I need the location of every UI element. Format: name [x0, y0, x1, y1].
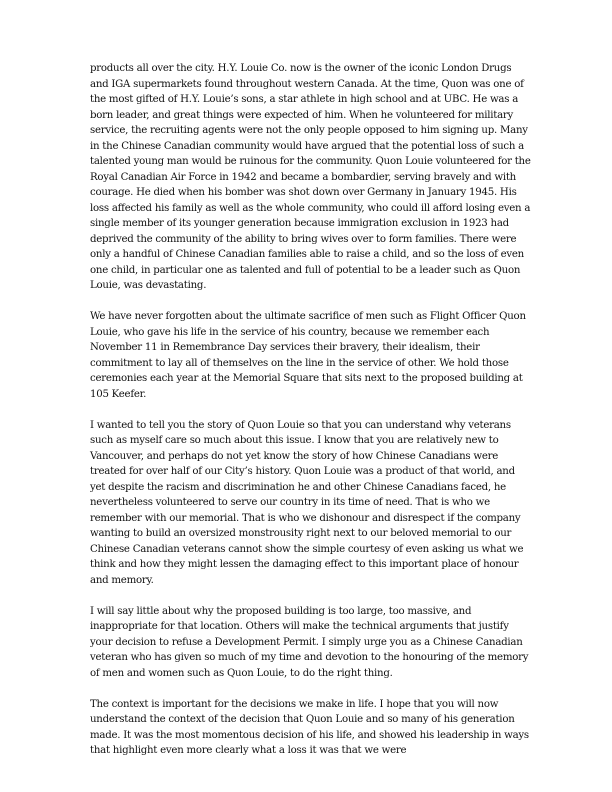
paragraph-why-veterans-care: I wanted to tell you the story of Quon Louie so that you can understand why veterans such as myself care so much about this issue. I know that you are relatively new to Vancouver, and perhaps do not yet know the story of how Chinese Canadians were treated for over half of our City’s history. Quon Louie was a product of that world, and yet despite the racism and discrimination he and other Chinese Canadians faced, he nevertheless volunteered to serve our country in its time of need. That is who we remember with our memorial. That is who we dishonour and disrespect if the company wanting to build an oversized monstrousity right next to our beloved memorial to our Chinese Canadian veterans cannot show the simple courtesy of even asking us what we think and how they might lessen the damaging effect to this important place of honour and memory. [90, 419, 524, 586]
paragraph-quon-louie-background: products all over the city. H.Y. Louie Co. now is the owner of the iconic London Drugs and IGA supermarkets found throughout western Canada. At the time, Quon was one of the most gifted of H.Y. Louie’s sons, a star athlete in high school and at UBC. He was a born leader, and great things were expected of him. When he volunteered for military service, the recruiting agents were not the only people opposed to him signing up. Many in the Chinese Canadian community would have argued that the potential loss of such a talented young man would be ruinous for the community. Quon Louie volunteered for the Royal Canadian Air Force in 1942 and became a bombardier, serving bravely and with courage. He died when his bomber was shot down over Germany in January 1945. His loss affected his family as well as the whole community, who could ill afford losing even a single member of its younger generation because immigration exclusion in 1923 had deprived the community of the ability to bring wives over to form families. There were only a handful of Chinese Canadian families able to raise a child, and so the loss of even one child, in particular one as talented and full of potential to be a leader such as Quon Louie, was devastating. [90, 63, 531, 291]
paragraph-context: The context is important for the decisions we make in life. I hope that you will now understand the context of the decision that Quon Louie and so many of his generation made. It was the most momentous decision of his life, and showed his leadership in ways that highlight even more clearly what a loss it was that we were [90, 698, 529, 756]
letter-body [90, 61, 532, 774]
paragraph-remembrance: We have never forgotten about the ultimate sacrifice of men such as Flight Officer Quon Louie, who gave his life in the service of his country, because we remember each November 11 in Remembrance Day services their bravery, their idealism, their commitment to lay all of themselves on the line in the service of other. We hold those ceremonies each year at the Memorial Square that sits next to the proposed building at 105 Keefer. [90, 311, 526, 400]
paragraph-building-objection: I will say little about why the proposed building is too large, too massive, and inappropriate for that location. Others will make the technical arguments that justify your decision to refuse a Development Permit. I simply urge you as a Chinese Canadian veteran who has given so much of my time and devotion to the honouring of the memory of men and women such as Quon Louie, to do the right thing. [90, 605, 529, 679]
